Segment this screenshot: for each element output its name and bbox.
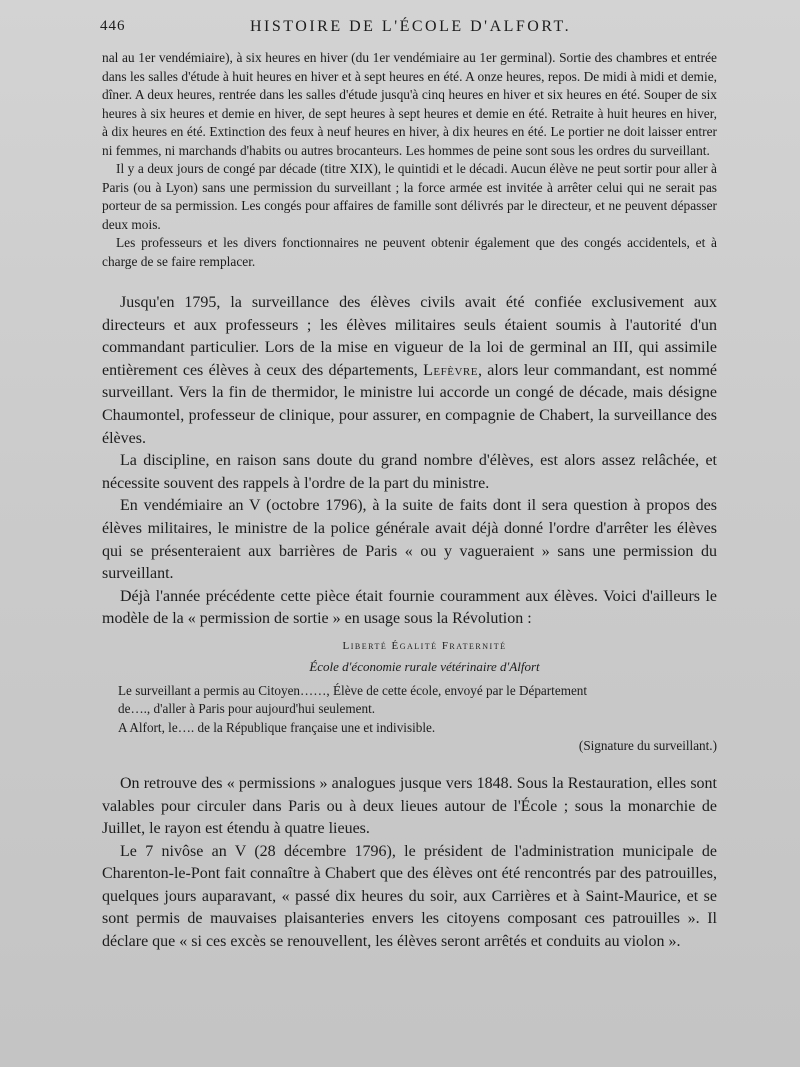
small-paragraph: Il y a deux jours de congé par décade (titre XIX), le quintidi et le décadi. Aucun élève ne peut sortir pour aller à Paris (ou à Lyon) sans une permission du surveillant ; la force armée est invitée à arrêter celui qui ne serait pas porteur de sa permission. Les congés pour affaires de famille sont délivrés par le directeur, et ne peuvent dépasser deux mois.: [102, 161, 717, 232]
permit-template: [102, 636, 717, 756]
permit-school-name: École d'économie rurale vétérinaire d'Alfort: [309, 658, 540, 674]
regulation-excerpt: [102, 49, 717, 271]
main-paragraph: [102, 292, 717, 450]
text-run: , alors leur commandant, est nommé surveillant. Vers la fin de thermidor, le ministre lui accorde un congé de décade, mais désigne Chaumontel, professeur de clinique, pour assurer, en compagnie de Chabert, la surveillance des élèves.: [102, 361, 717, 447]
text-run: Jusqu'en 1795, la surveillance des élèves civils avait été confiée exclusivement aux directeurs et aux professeurs ; les élèves militaires seuls étaient soumis à l'autorité d'un commandant particulier. Lors de la mise en vigueur de la loi de germinal an III, qui assimile entièrement ces élèves à ceux des départements,: [102, 294, 717, 379]
permit-signature: (Signature du surveillant.): [578, 738, 717, 754]
permit-motto: Liberté Égalité Fraternité: [342, 639, 507, 652]
person-name: Lefèvre: [423, 361, 478, 379]
page-header: [100, 18, 720, 42]
main-paragraph: En vendémiaire an V (octobre 1796), à la suite de faits dont il sera question à propos des élèves militaires, le ministre de la police générale avait déjà donné l'ordre d'arrêter les élèves qui se présenteraient aux barrières de Paris « ou y vagueraient » sans une permission du surveillant.: [102, 497, 717, 583]
main-paragraph: La discipline, en raison sans doute du grand nombre d'élèves, est alors assez relâchée, et nécessite souvent des rappels à l'ordre de la part du ministre.: [102, 452, 717, 492]
small-paragraph: nal au 1er vendémiaire), à six heures en hiver (du 1er vendémiaire au 1er germinal). Sortie des chambres et entrée dans les salles d'étude à huit heures en hiver et à sept heures en été. A onze heures, repos. De midi à midi et demie, dîner. A deux heures, rentrée dans les salles d'étude jusqu'à cinq heures en hiver et six heures en été. Souper de six heures à six heures et demie en hiver, de sept heures à sept heures et demie en été. Retraite à huit heures en hiver, à dix heures en été. Extinction des feux à neuf heures en hiver, à dix heures en été. Le portier ne doit laisser entrer ni femmes, ni marchands d'habits ou autres brocanteurs. Les hommes de peine sont sous les ordres du surveillant.: [102, 50, 717, 158]
permit-line: Le surveillant a permis au Citoyen……, Élève de cette école, envoyé par le Département: [118, 682, 588, 698]
permit-line: de…., d'aller à Paris pour aujourd'hui seulement.: [118, 701, 376, 717]
permit-body: [102, 682, 717, 756]
main-paragraph: On retrouve des « permissions » analogues jusque vers 1848. Sous la Restauration, elles sont valables pour circuler dans Paris ou à deux lieues autour de l'École ; sous la monarchie de Juillet, le rayon est étendu à quatre lieues.: [102, 774, 717, 838]
page-number: 446: [100, 18, 126, 34]
small-paragraph: Les professeurs et les divers fonctionnaires ne peuvent obtenir également que des congés accidentels, et à charge de se faire remplacer.: [102, 235, 717, 269]
main-text: [102, 292, 717, 631]
main-paragraph: Déjà l'année précédente cette pièce était fournie couramment aux élèves. Voici d'ailleurs le modèle de la « permission de sortie » en usage sous la Révolution :: [102, 587, 717, 628]
closing-text: [102, 773, 717, 954]
running-title: HISTOIRE DE L'ÉCOLE D'ALFORT.: [250, 18, 572, 35]
main-paragraph: Le 7 nivôse an V (28 décembre 1796), le président de l'administration municipale de Charenton-le-Pont fait connaître à Chabert que des élèves ont été rencontrés par des patrouilles, quelques jours auparavant, « passé dix heures du soir, aux Carrières et à Saint-Maurice, et se sont permis de mauvaises plaisanteries envers les citoyens composant ces patrouilles ». Il déclare que « si ces excès se renouvellent, les élèves seront arrêtés et conduits au violon ».: [102, 842, 717, 951]
page-body: [102, 49, 717, 954]
permit-line: A Alfort, le…. de la République française une et indivisible.: [118, 719, 436, 735]
